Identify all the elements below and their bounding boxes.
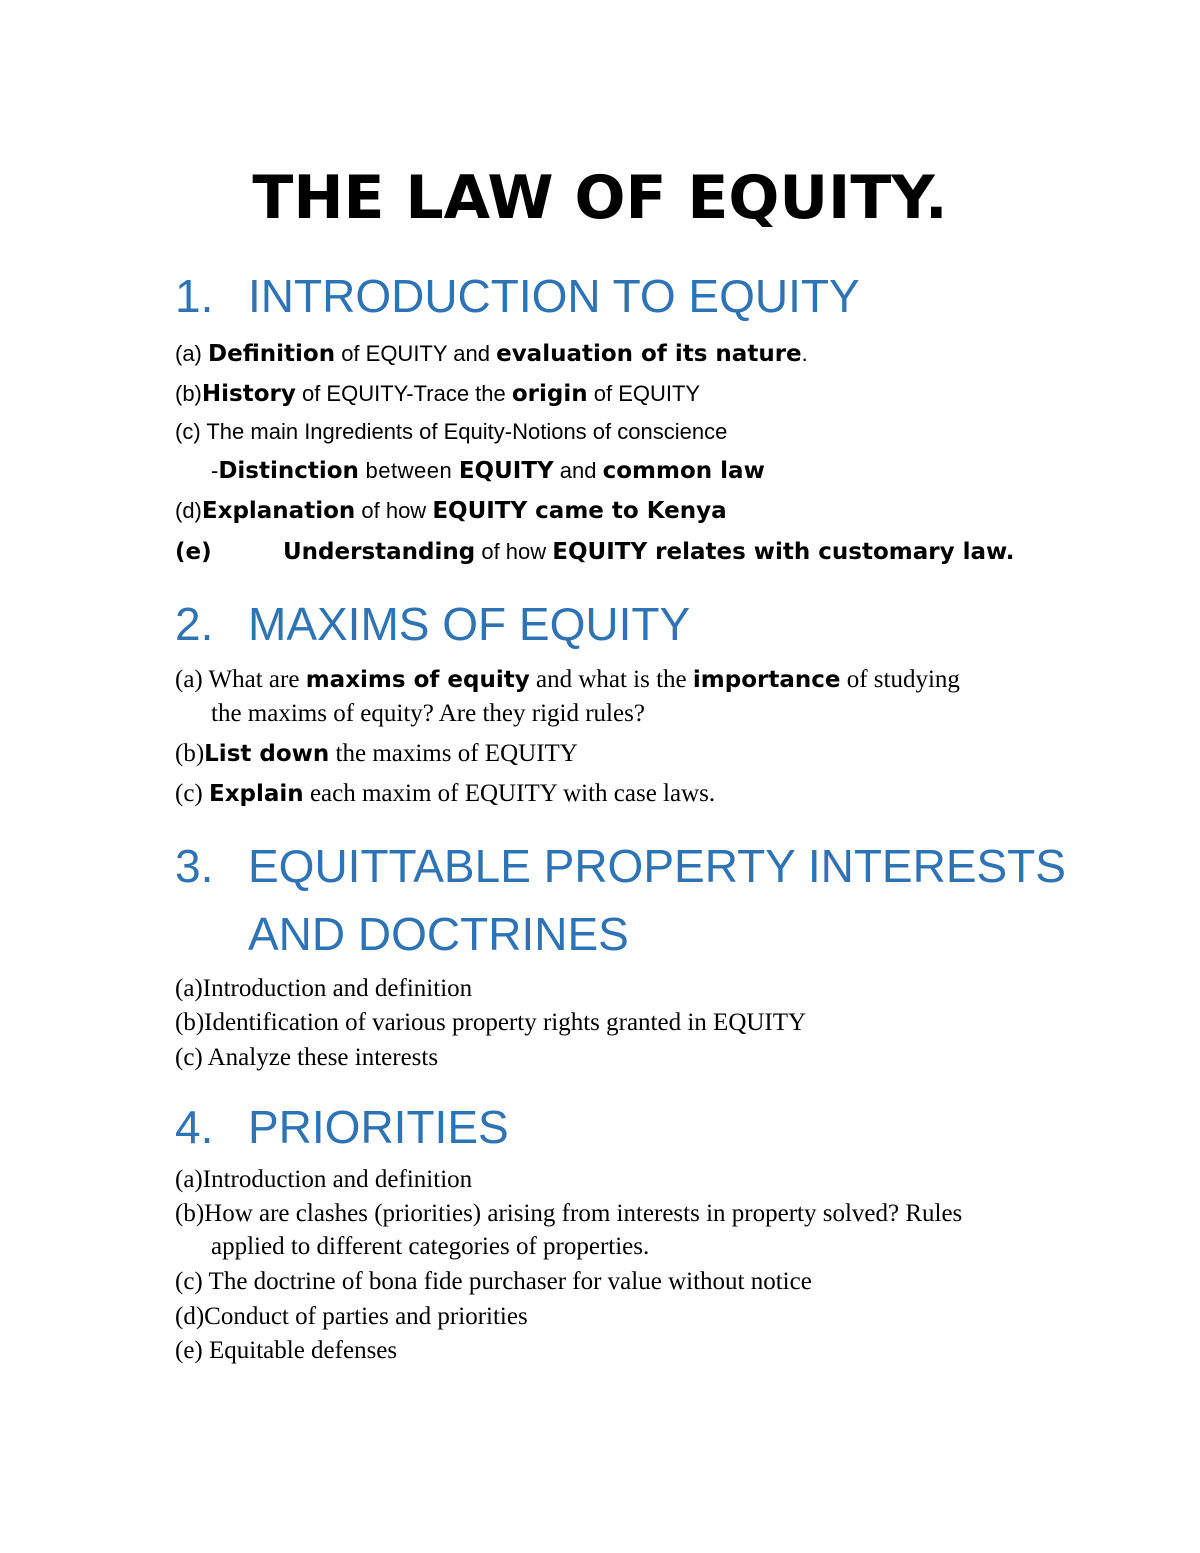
section-title-continued: AND DOCTRINES xyxy=(248,908,629,960)
list-item: (d)Conduct of parties and priorities xyxy=(175,1303,528,1330)
section-title: MAXIMS OF EQUITY xyxy=(248,598,691,650)
list-item: (b)Identification of various property rights granted in EQUITY xyxy=(175,1009,807,1036)
list-item: (a) Definition of EQUITY and evaluation of its nature. xyxy=(175,341,808,367)
list-item: (c) The doctrine of bona fide purchaser for value without notice xyxy=(175,1268,812,1295)
list-item: (b)History of EQUITY-Trace the origin of EQUITY xyxy=(175,381,701,407)
list-item: (a) What are maxims of equity and what is the importance of studying the maxims of equity? Are they rigid rules? xyxy=(175,666,960,727)
list-item: (a)Introduction and definition xyxy=(175,975,473,1002)
section-4-heading xyxy=(175,1097,509,1157)
section-title: INTRODUCTION TO EQUITY xyxy=(248,270,860,322)
list-item: (d)Explanation of how EQUITY came to Kenya xyxy=(175,498,727,524)
list-item: (a)Introduction and definition xyxy=(175,1166,473,1193)
list-item: (c) Analyze these interests xyxy=(175,1044,439,1071)
section-3-heading xyxy=(175,836,1066,972)
list-item: (c) The main Ingredients of Equity-Notions of conscience -Distinction between EQUITY and common law xyxy=(175,419,765,484)
section-title: PRIORITIES xyxy=(248,1101,509,1153)
document-title: THE LAW OF EQUITY. xyxy=(252,163,948,233)
list-item: (b)List down the maxims of EQUITY xyxy=(175,740,578,767)
list-item: (e) Equitable defenses xyxy=(175,1337,398,1364)
section-1-heading xyxy=(175,266,860,326)
list-item: (c) Explain each maxim of EQUITY with case laws. xyxy=(175,780,716,807)
section-number: 4. xyxy=(175,1101,214,1153)
section-number: 3. xyxy=(175,840,214,892)
section-title: EQUITTABLE PROPERTY INTERESTS xyxy=(248,840,1066,892)
section-2-heading xyxy=(175,594,690,654)
section-number: 1. xyxy=(175,270,214,322)
list-item: (e) Understanding of how EQUITY relates with customary law. xyxy=(175,539,1015,565)
section-number: 2. xyxy=(175,598,214,650)
list-item: (b)How are clashes (priorities) arising from interests in property solved? Rules applied to different categories of properties. xyxy=(175,1200,963,1260)
